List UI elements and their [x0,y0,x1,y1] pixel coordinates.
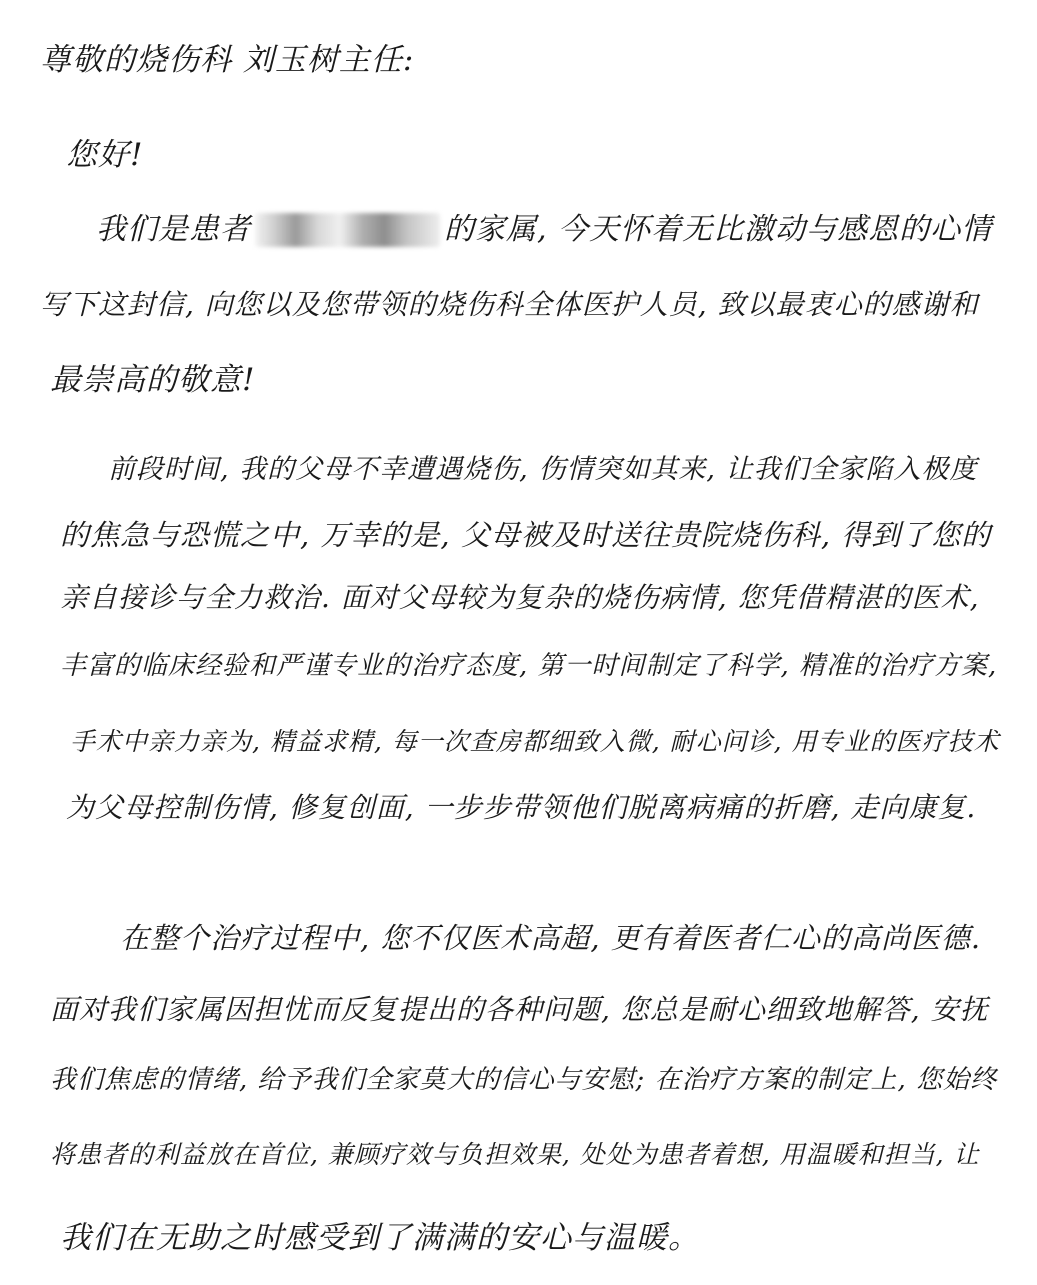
paragraph-3-line-1: 在整个治疗过程中, 您不仅医术高超, 更有着医者仁心的高尚医德. [120,921,982,955]
paragraph-2-line-6: 为父母控制伤情, 修复创面, 一步步带领他们脱离病痛的折磨, 走向康复. [66,791,977,824]
paragraph-3-line-5: 我们在无助之时感受到了满满的安心与温暖。 [60,1220,700,1256]
paragraph-2-line-2: 的焦急与恐慌之中, 万幸的是, 父母被及时送往贵院烧伤科, 得到了您的 [60,518,992,552]
letter-greeting: 尊敬的烧伤科 刘玉树主任: [40,42,415,78]
paragraph-2-line-4: 丰富的临床经验和严谨专业的治疗态度, 第一时间制定了科学, 精准的治疗方案, [60,651,998,681]
paragraph-3-line-3: 我们焦虑的情绪, 给予我们全家莫大的信心与安慰; 在治疗方案的制定上, 您始终 [50,1065,998,1095]
paragraph-2-line-1: 前段时间, 我的父母不幸遭遇烧伤, 伤情突如其来, 让我们全家陷入极度 [108,454,978,485]
redacted-patient-name [255,213,440,247]
paragraph-1-line-3: 最崇高的敬意! [50,362,256,398]
p1-text-before: 我们是患者 [96,212,251,247]
p1-text-after: 的家属, 今天怀着无比激动与感恩的心情 [444,212,993,247]
paragraph-2-line-3: 亲自接诊与全力救治. 面对父母较为复杂的烧伤病情, 您凭借精湛的医术, [60,581,980,614]
paragraph-3-line-4: 将患者的利益放在首位, 兼顾疗效与负担效果, 处处为患者着想, 用温暖和担当, 让 [50,1140,980,1169]
paragraph-1-line-1 [96,210,992,250]
paragraph-3-line-2: 面对我们家属因担忧而反复提出的各种问题, 您总是耐心细致地解答, 安抚 [50,993,989,1026]
paragraph-1-line-2: 写下这封信, 向您以及您带领的烧伤科全体医护人员, 致以最衷心的感谢和 [40,288,979,321]
letter-salutation: 您好! [66,137,144,173]
paragraph-2-line-5: 手术中亲力亲为, 精益求精, 每一次查房都细致入微, 耐心问诊, 用专业的医疗技术 [70,727,1000,756]
